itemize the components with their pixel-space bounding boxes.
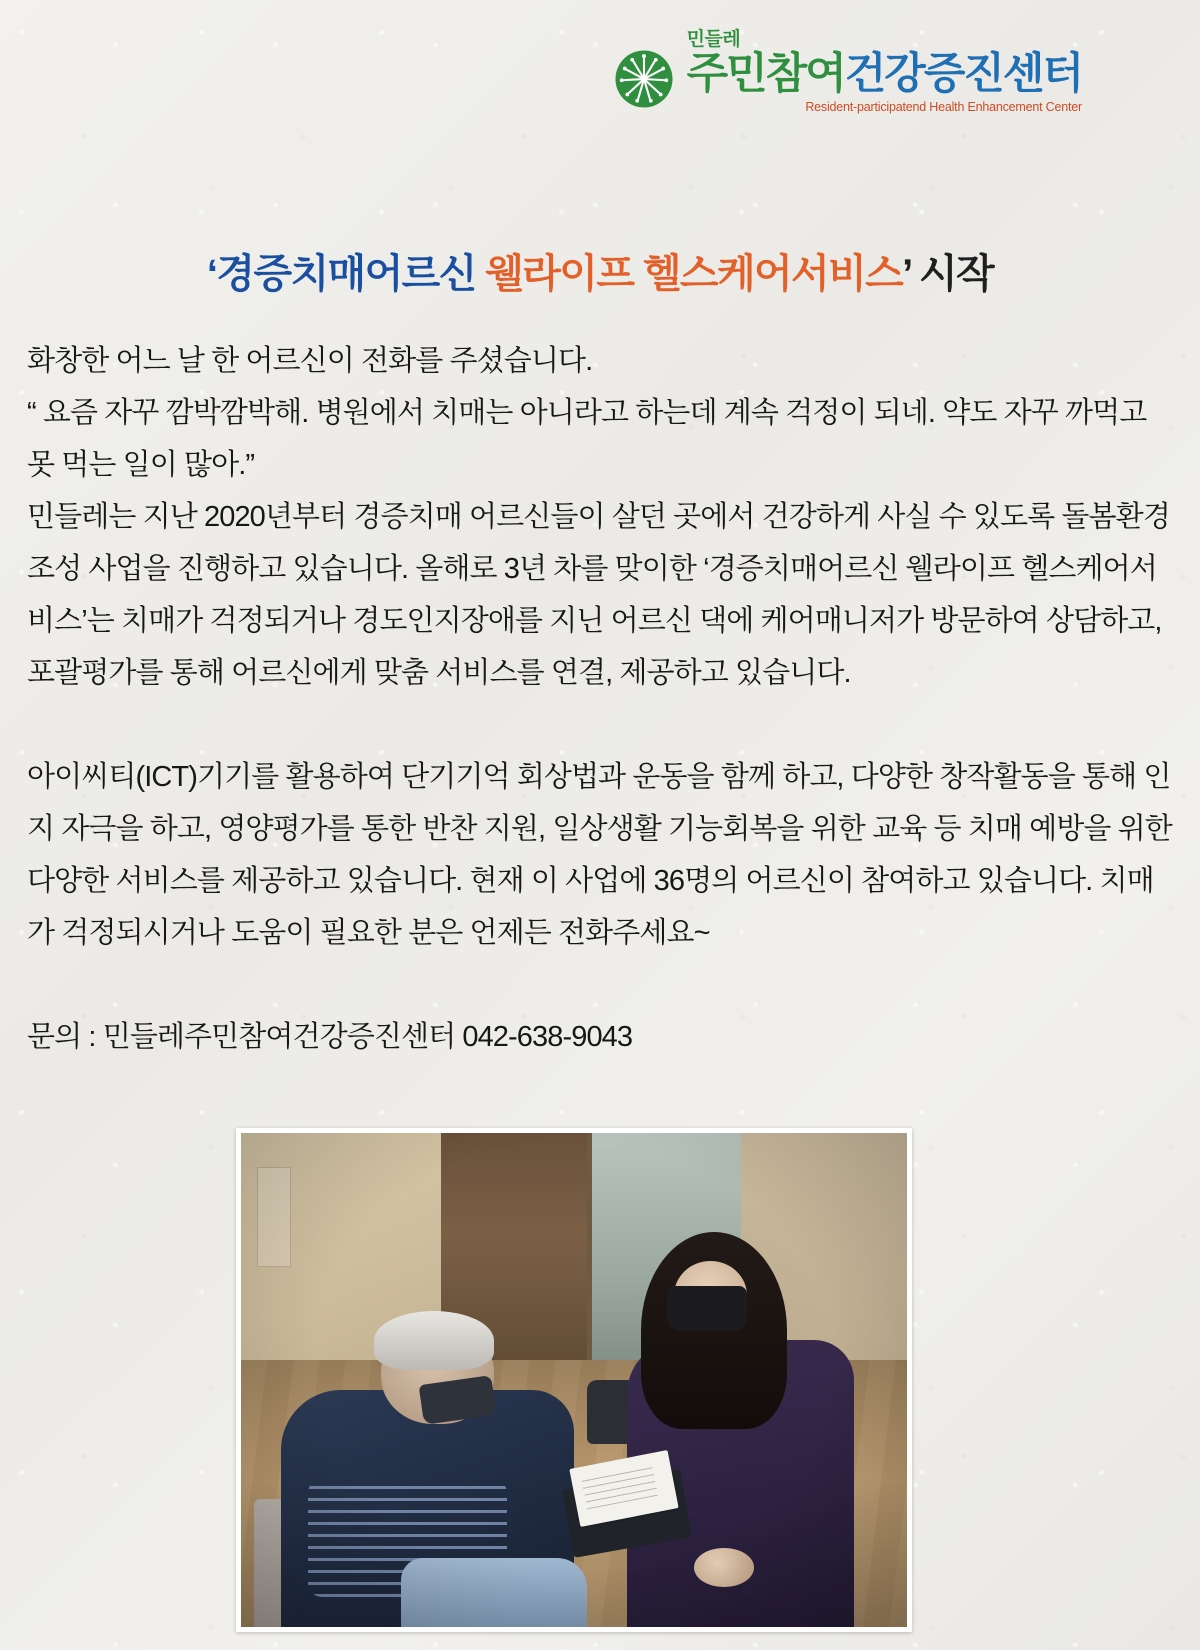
logo-main-blue: 건강증진센터 (844, 50, 1082, 98)
paragraph-4: 아이씨티(ICT)기기를 활용하여 단기기억 회상법과 운동을 함께 하고, 다양한 창작활동을 통해 인지 자극을 하고, 영양평가를 통한 반찬 지원, 일상생활 기능회복을 위한 교육 등 치매 예방을 위한 다양한 서비스를 제공하고 있습니다. 현재 이 사업에 36명의 어르신이 참여하고 있습니다. 치매가 걱정되시거나 도움이 필요한 분은 언제든 전화주세요~ (27, 761, 1172, 949)
contact-line: 문의 : 민들레주민참여건강증진센터 042-638-9043 (27, 1021, 633, 1053)
logo-small-text: 민들레 (686, 29, 741, 50)
dandelion-logo-icon (613, 48, 675, 110)
paragraph-3: 민들레는 지난 2020년부터 경증치매 어르신들이 살던 곳에서 건강하게 사실 수 있도록 돌봄환경 조성 사업을 진행하고 있습니다. 올해로 3년 차를 맞이한 ‘경증치매어르신 웰라이프 헬스케어서비스’는 치매가 걱정되거나 경도인지장애를 지닌 어르신 댁에 케어매니저가 방문하여 상담하고, 포괄평가를 통해 어르신에게 맞춤 서비스를 연결, 제공하고 있습니다. (27, 501, 1170, 689)
home-visit-counseling-photo (236, 1128, 912, 1632)
paragraph-1: 화창한 어느 날 한 어르신이 전화를 주셨습니다. (27, 345, 593, 377)
photo-vignette (241, 1133, 907, 1627)
title-segment-orange: 웰라이프 헬스케어서비스 (485, 251, 903, 296)
logo-subtitle-english: Resident-participatend Health Enhancement Center (805, 100, 1082, 114)
organization-logo (613, 30, 1082, 114)
logo-wordmark (687, 30, 1082, 114)
paragraph-2: “ 요즘 자꾸 깜박깜박해. 병원에서 치매는 아니라고 하는데 계속 걱정이 되네. 약도 자꾸 까먹고 못 먹는 일이 많아.” (27, 397, 1147, 481)
article-body (27, 335, 1175, 1063)
logo-main-green: 주민참여 (686, 50, 845, 98)
title-segment-blue: ‘경증치매어르신 (206, 251, 486, 296)
title-segment-dark: ’ 시작 (902, 251, 994, 296)
paragraph-spacer-1 (27, 699, 1175, 751)
photo-content (241, 1133, 907, 1627)
logo-main-text (686, 50, 1082, 98)
page-title (0, 242, 1200, 299)
paragraph-spacer-2 (27, 959, 1175, 1011)
